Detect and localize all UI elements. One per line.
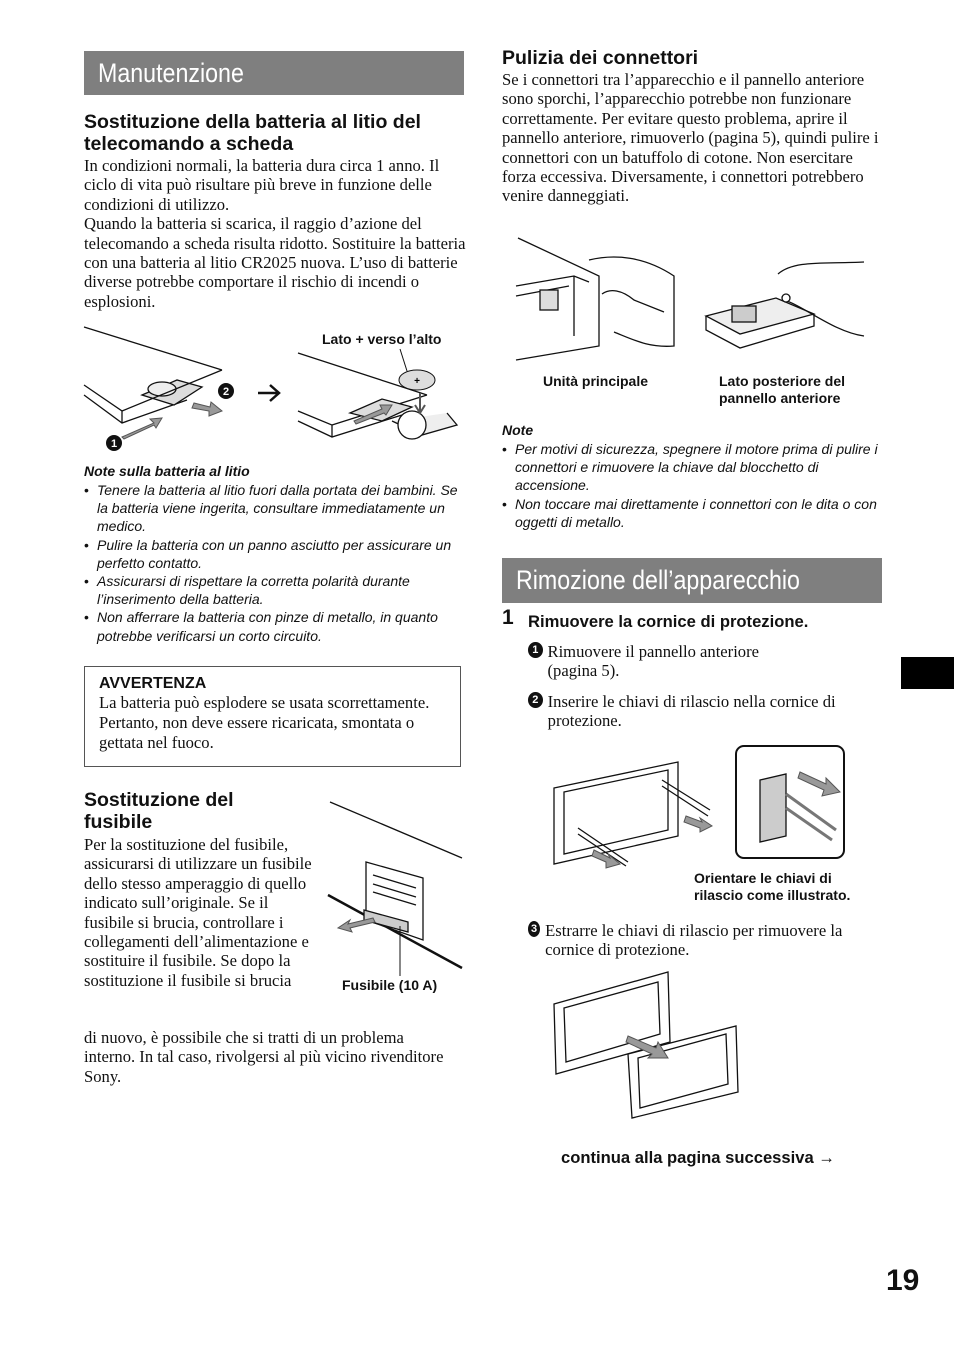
release-keys-illustration <box>550 744 850 879</box>
page-number: 19 <box>886 1264 920 1297</box>
substep-3 <box>528 921 883 960</box>
battery-note-item: • Tenere la batteria al litio fuori dalla portata dei bambini. Se la batteria viene ingerita, consultare immediatamente un medico. <box>84 481 459 536</box>
substep-1 <box>528 642 808 681</box>
step-1-title: Rimuovere la cornice di protezione. <box>528 612 809 631</box>
connectors-heading: Pulizia dei connettori <box>502 47 699 69</box>
marker-2-label: 2 <box>222 386 230 398</box>
battery-paragraphs <box>84 156 469 311</box>
substep-2 <box>528 692 883 731</box>
battery-note-item: • Non afferrare la batteria con pinze di metallo, in quanto potrebbe verificarsi un corto circuito. <box>84 608 459 644</box>
keys-caption: Orientare le chiavi di rilascio come illustrato. <box>694 870 851 903</box>
key-detail-frame <box>736 746 844 858</box>
fuse-heading: Sostituzione del fusibile <box>84 789 234 833</box>
battery-note-item: • Pulire la batteria con un panno asciutto per assicurare un perfetto contatto. <box>84 536 459 572</box>
fuse-text-narrow: Per la sostituzione del fusibile, assicurarsi di utilizzare un fusibile dello stesso amperaggio di quello indicato sull’originale. Se il fusibile si brucia, controllare i collegamenti dell’alimentazione e sostituire il fusibile. Se dopo la sostituzione il fusibile si brucia <box>84 835 312 990</box>
remote-card-right <box>298 353 457 439</box>
banner-text: Manutenzione <box>98 58 244 88</box>
substep-2-marker: 2 <box>528 692 543 708</box>
back-panel-drawing <box>706 262 864 348</box>
substep-3-marker: 3 <box>528 921 540 937</box>
battery-heading: Sostituzione della batteria al litio del telecomando a scheda <box>84 111 421 155</box>
continue-next-page: continua alla pagina successiva → <box>561 1148 835 1167</box>
marker-1-label: 1 <box>110 438 118 450</box>
substep-2-text: Inserire le chiavi di rilascio nella cornice di protezione. <box>547 692 836 731</box>
substep-3-text: Estrarre le chiavi di rilascio per rimuovere la cornice di protezione. <box>545 921 843 960</box>
key-arrow-top <box>684 816 712 832</box>
pull-arrow-2 <box>192 402 222 416</box>
fuse-illustration <box>328 800 463 975</box>
frame-removal-illustration <box>552 970 742 1120</box>
next-step-arrow-icon <box>258 385 279 401</box>
warning-title: AVVERTENZA <box>99 675 207 692</box>
battery-paragraph-1: In condizioni normali, la batteria dura circa 1 anno. Il ciclo di vita può risultare più breve in funzione delle condizioni di utilizzo. <box>84 156 440 214</box>
connectors-cleaning-illustration <box>514 236 884 366</box>
label-side-up: Lato + verso l’alto <box>322 331 442 347</box>
battery-note-title: Note sulla batteria al litio <box>84 463 250 479</box>
substep-1-text: Rimuovere il pannello anteriore (pagina 5). <box>547 642 759 681</box>
fuse-label: Fusibile (10 A) <box>342 977 438 993</box>
coin-plus-label: + <box>414 376 420 387</box>
main-unit-drawing <box>516 238 674 360</box>
caption-back-panel: Lato posteriore del pannello anteriore <box>719 373 846 406</box>
connectors-note-item: • Per motivi di sicurezza, spegnere il motore prima di pulire i connettori e rimuovere la chiave dal blocchetto di accensione. <box>502 440 887 495</box>
battery-notes <box>84 481 459 645</box>
substep-1-marker: 1 <box>528 642 543 658</box>
fuse-text-wide: di nuovo, è possibile che si tratti di un problema interno. In tal caso, rivolgersi al più vicino rivenditore Sony. <box>84 1028 444 1086</box>
connectors-notes <box>502 440 887 531</box>
fuse-pull-arrow <box>338 918 375 932</box>
section-banner-rimozione <box>502 558 882 603</box>
connectors-note-title: Note <box>502 422 534 438</box>
battery-note-item: • Assicurarsi di rispettare la corretta polarità durante l’inserimento della batteria. <box>84 572 459 608</box>
warning-text: La batteria può esplodere se usata scorrettamente. Pertanto, non deve essere ricaricata, smontata o gettata nel fuoco. <box>99 693 430 752</box>
side-tab-marker <box>901 657 954 689</box>
caption-main-unit: Unità principale <box>543 373 649 389</box>
warning-box <box>84 666 461 767</box>
section-banner-manutenzione <box>84 51 464 95</box>
step-1-number: 1 <box>502 606 514 629</box>
connectors-note-item: • Non toccare mai direttamente i connettori con le dita o con oggetti di metallo. <box>502 495 887 531</box>
connectors-text: Se i connettori tra l’apparecchio e il pannello anteriore sono sporchi, l’apparecchio potrebbe non funzionare correttamente. Per evitare questo problema, aprire il pannello anteriore, rimuoverlo (pagina 5), quindi pulire i connettori con un batuffolo di cotone. Non esercitare forza eccessiva. Diversamente, i connettori potrebbero venire danneggiati. <box>502 70 879 206</box>
battery-paragraph-2: Quando la batteria si scarica, il raggio d’azione del telecomando a scheda risulta ridotto. Sostituire la batteria con una batteria al litio CR2025 nuova. L’uso di batterie diverse potrebbe comportare il rischio di incendi o esplosioni. <box>84 214 466 311</box>
banner-text: Rimozione dell’apparecchio <box>516 565 800 595</box>
